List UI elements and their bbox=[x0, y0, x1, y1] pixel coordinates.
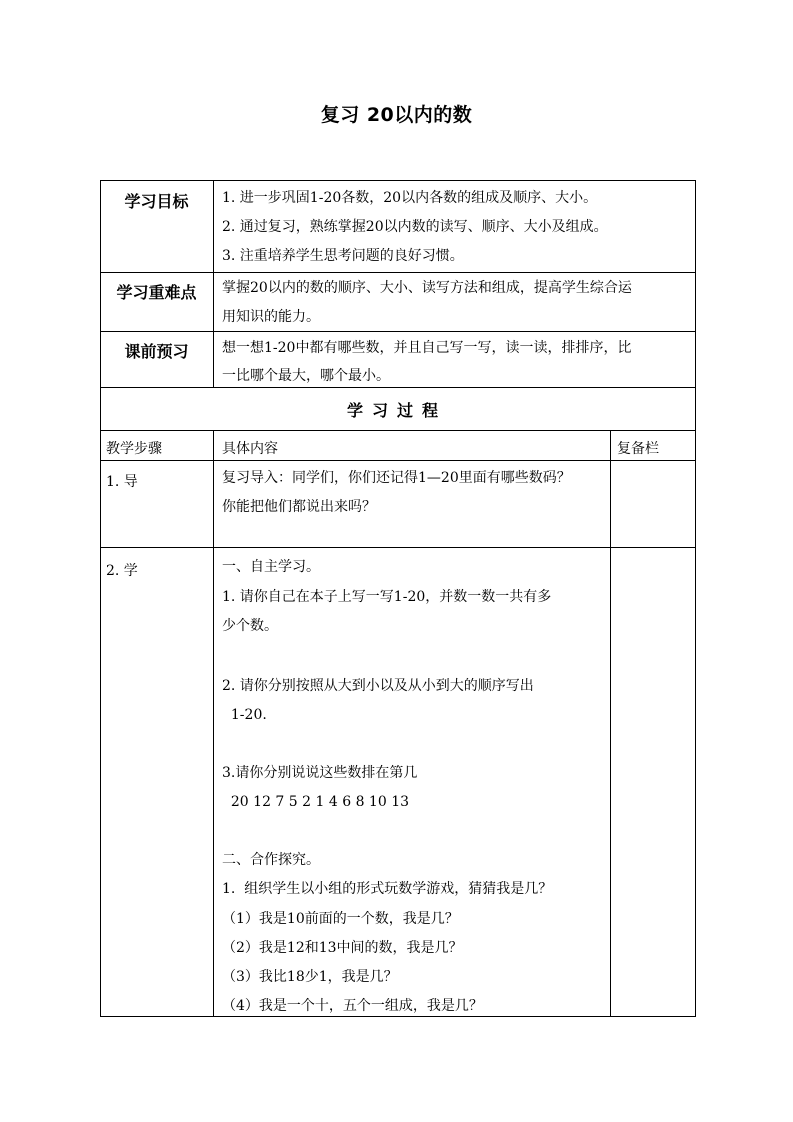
preview-line: 一比哪个最大，哪个最小。 bbox=[222, 368, 390, 384]
key-points-label: 学习重难点 bbox=[116, 283, 197, 302]
step-content-line: （2）我是12和13中间的数，我是几？ bbox=[222, 940, 463, 956]
goal-line: 2. 通过复习，熟练掌握20以内数的读写、顺序、大小及组成。 bbox=[222, 219, 608, 235]
table-border-top bbox=[100, 180, 696, 181]
step-content-line: 少个数。 bbox=[222, 618, 278, 634]
step-content-line: 一、自主学习。 bbox=[222, 559, 320, 575]
step-content-line: 1-20. bbox=[222, 707, 267, 723]
table-border-left bbox=[100, 180, 101, 1016]
step-name: 2. 学 bbox=[106, 563, 138, 579]
table-divider bbox=[100, 331, 696, 332]
step-content-line: 3.请你分别说说这些数排在第几 bbox=[222, 765, 418, 781]
step-content-line: 1. 组织学生以小组的形式玩数学游戏，猜猜我是几？ bbox=[222, 881, 553, 897]
goal-line: 3. 注重培养学生思考问题的良好习惯。 bbox=[222, 248, 464, 264]
table-divider bbox=[100, 460, 696, 461]
key-points-line: 用知识的能力。 bbox=[222, 309, 320, 325]
table-divider bbox=[100, 272, 696, 273]
table-border-right bbox=[695, 180, 696, 1016]
step-name: 1. 导 bbox=[106, 474, 138, 490]
goal-label: 学习目标 bbox=[124, 192, 189, 211]
label-column-divider bbox=[213, 180, 214, 387]
step-content-line: 1. 请你自己在本子上写一写1-20，并数一数一共有多 bbox=[222, 589, 552, 605]
page-title: 复习 20以内的数 bbox=[320, 104, 473, 126]
preview-label: 课前预习 bbox=[124, 342, 189, 361]
step-column-divider bbox=[213, 430, 214, 1016]
step-content-line: （1）我是10前面的一个数，我是几？ bbox=[222, 911, 459, 927]
table-divider bbox=[100, 387, 696, 388]
step-content-line: 20 12 7 5 2 1 4 6 8 10 13 bbox=[222, 794, 410, 810]
step-content-line: 二、合作探究。 bbox=[222, 852, 320, 868]
preview-line: 想一想1-20中都有哪些数，并且自己写一写，读一读，排排序，比 bbox=[222, 340, 632, 356]
key-points-line: 掌握20以内的数的顺序、大小、读写方法和组成，提高学生综合运 bbox=[222, 280, 632, 296]
step-content-line: （4）我是一个十，五个一组成，我是几？ bbox=[222, 998, 483, 1014]
step-content-line: （3）我比18少1，我是几？ bbox=[222, 969, 398, 985]
goal-line: 1. 进一步巩固1-20各数，20以内各数的组成及顺序、大小。 bbox=[222, 190, 598, 206]
notes-column-divider bbox=[610, 430, 611, 1016]
header-content: 具体内容 bbox=[222, 441, 278, 457]
table-divider bbox=[100, 547, 696, 548]
step-content-line: 你能把他们都说出来吗？ bbox=[222, 499, 376, 515]
header-step: 教学步骤 bbox=[106, 441, 162, 457]
step-content-line: 复习导入：同学们，你们还记得1—20里面有哪些数码？ bbox=[222, 470, 571, 486]
process-title: 学习过程 bbox=[346, 401, 447, 420]
step-content-line: 2. 请你分别按照从大到小以及从小到大的顺序写出 bbox=[222, 678, 534, 694]
header-notes: 复备栏 bbox=[617, 441, 659, 457]
table-divider bbox=[100, 430, 696, 431]
